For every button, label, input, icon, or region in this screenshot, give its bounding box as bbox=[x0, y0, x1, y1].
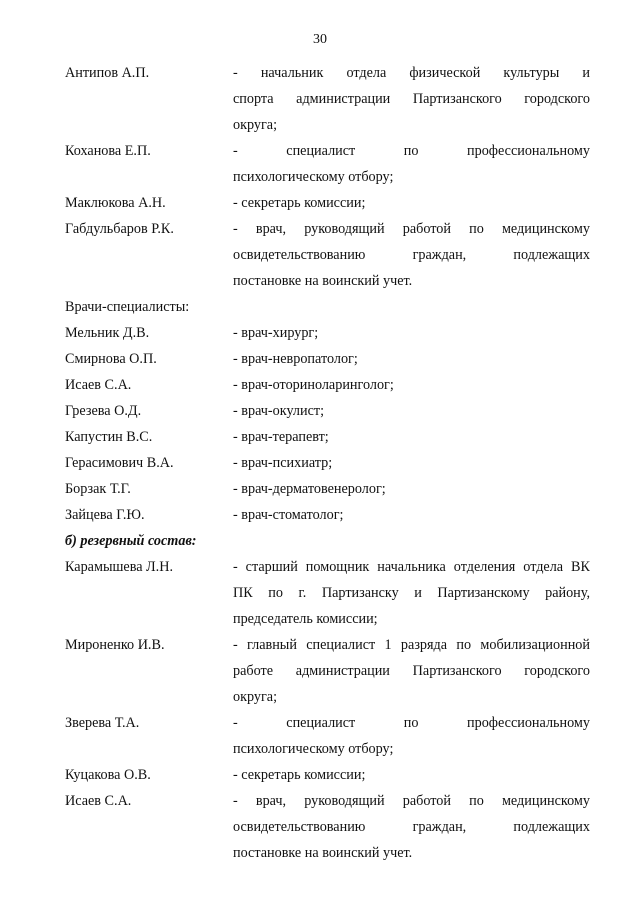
doctor-row bbox=[65, 372, 590, 398]
doctor-name: Мельник Д.В. bbox=[65, 325, 150, 341]
doctor-row bbox=[65, 346, 590, 372]
doctor-row bbox=[65, 320, 590, 346]
member-role bbox=[233, 554, 590, 632]
reserve-members-list bbox=[65, 554, 590, 866]
member-role bbox=[233, 190, 590, 216]
member-name: Коханова Е.П. bbox=[65, 143, 151, 159]
member-name: Исаев С.А. bbox=[65, 793, 132, 809]
member-role bbox=[233, 762, 590, 788]
member-role-line: - секретарь комиссии; bbox=[233, 195, 366, 211]
doctor-name: Грезева О.Д. bbox=[65, 403, 142, 419]
member-name: Зверева Т.А. bbox=[65, 715, 140, 731]
doctor-specialty: - врач-стоматолог; bbox=[233, 507, 344, 523]
doctor-row bbox=[65, 424, 590, 450]
doctor-row bbox=[65, 502, 590, 528]
member-row bbox=[65, 710, 590, 762]
doctor-specialty: - врач-невропатолог; bbox=[233, 351, 358, 367]
member-role-line: - секретарь комиссии; bbox=[233, 767, 366, 783]
member-role-line: - начальник отдела физической культуры и bbox=[233, 65, 590, 81]
member-row bbox=[65, 60, 590, 138]
member-role bbox=[233, 138, 590, 190]
member-role-line: - врач, руководящий работой по медицинскому bbox=[233, 793, 590, 809]
member-role-line: психологическому отбору; bbox=[233, 741, 394, 757]
doctor-name: Смирнова О.П. bbox=[65, 351, 157, 367]
doctor-row bbox=[65, 450, 590, 476]
member-name: Антипов А.П. bbox=[65, 65, 150, 81]
doctor-row bbox=[65, 476, 590, 502]
member-role-line: председатель комиссии; bbox=[233, 611, 378, 627]
member-role-line: спорта администрации Партизанского городского bbox=[233, 91, 590, 107]
doctor-name: Исаев С.А. bbox=[65, 377, 132, 393]
doctor-name: Капустин В.С. bbox=[65, 429, 153, 445]
member-role bbox=[233, 60, 590, 138]
member-role-line: работе администрации Партизанского городского bbox=[233, 663, 590, 679]
doctor-specialty: - врач-психиатр; bbox=[233, 455, 333, 471]
member-row bbox=[65, 632, 590, 710]
member-role-line: постановке на воинский учет. bbox=[233, 845, 413, 861]
member-row bbox=[65, 216, 590, 294]
member-role-line: округа; bbox=[233, 689, 278, 705]
member-role-line: - специалист по профессиональному bbox=[233, 143, 590, 159]
member-role-line: освидетельствованию граждан, подлежащих bbox=[233, 819, 590, 835]
member-role-line: - специалист по профессиональному bbox=[233, 715, 590, 731]
page-number: 30 bbox=[313, 32, 327, 47]
doctor-specialty: - врач-оториноларинголог; bbox=[233, 377, 394, 393]
doctor-specialty: - врач-окулист; bbox=[233, 403, 325, 419]
member-role-line: округа; bbox=[233, 117, 278, 133]
member-role-line: психологическому отбору; bbox=[233, 169, 394, 185]
doctors-heading: Врачи-специалисты: bbox=[65, 299, 190, 315]
member-row bbox=[65, 138, 590, 190]
member-row bbox=[65, 788, 590, 866]
member-role-line: - главный специалист 1 разряда по мобилизационной bbox=[233, 637, 590, 653]
member-role-line: освидетельствованию граждан, подлежащих bbox=[233, 247, 590, 263]
doctor-specialty: - врач-дерматовенеролог; bbox=[233, 481, 386, 497]
member-row bbox=[65, 554, 590, 632]
member-role bbox=[233, 710, 590, 762]
member-name: Маклюкова А.Н. bbox=[65, 195, 166, 211]
doctor-row bbox=[65, 398, 590, 424]
doctors-list bbox=[65, 320, 590, 528]
doctor-name: Зайцева Г.Ю. bbox=[65, 507, 145, 523]
doctor-name: Борзак Т.Г. bbox=[65, 481, 131, 497]
member-row bbox=[65, 190, 590, 216]
member-role-line: ПК по г. Партизанску и Партизанскому району, bbox=[233, 585, 590, 601]
member-row bbox=[65, 762, 590, 788]
member-name: Мироненко И.В. bbox=[65, 637, 165, 653]
doctor-specialty: - врач-терапевт; bbox=[233, 429, 329, 445]
member-role-line: - врач, руководящий работой по медицинскому bbox=[233, 221, 590, 237]
reserve-heading: б) резервный состав: bbox=[65, 533, 197, 549]
member-role bbox=[233, 632, 590, 710]
main-members-list bbox=[65, 60, 590, 294]
doctor-specialty: - врач-хирург; bbox=[233, 325, 319, 341]
member-name: Карамышева Л.Н. bbox=[65, 559, 174, 575]
member-role-line: - старший помощник начальника отделения отдела ВК bbox=[233, 559, 590, 575]
member-role bbox=[233, 788, 590, 866]
member-role bbox=[233, 216, 590, 294]
commission-composition bbox=[65, 60, 590, 866]
member-name: Габдульбаров Р.К. bbox=[65, 221, 174, 237]
doctor-name: Герасимович В.А. bbox=[65, 455, 174, 471]
member-role-line: постановке на воинский учет. bbox=[233, 273, 413, 289]
member-name: Куцакова О.В. bbox=[65, 767, 151, 783]
